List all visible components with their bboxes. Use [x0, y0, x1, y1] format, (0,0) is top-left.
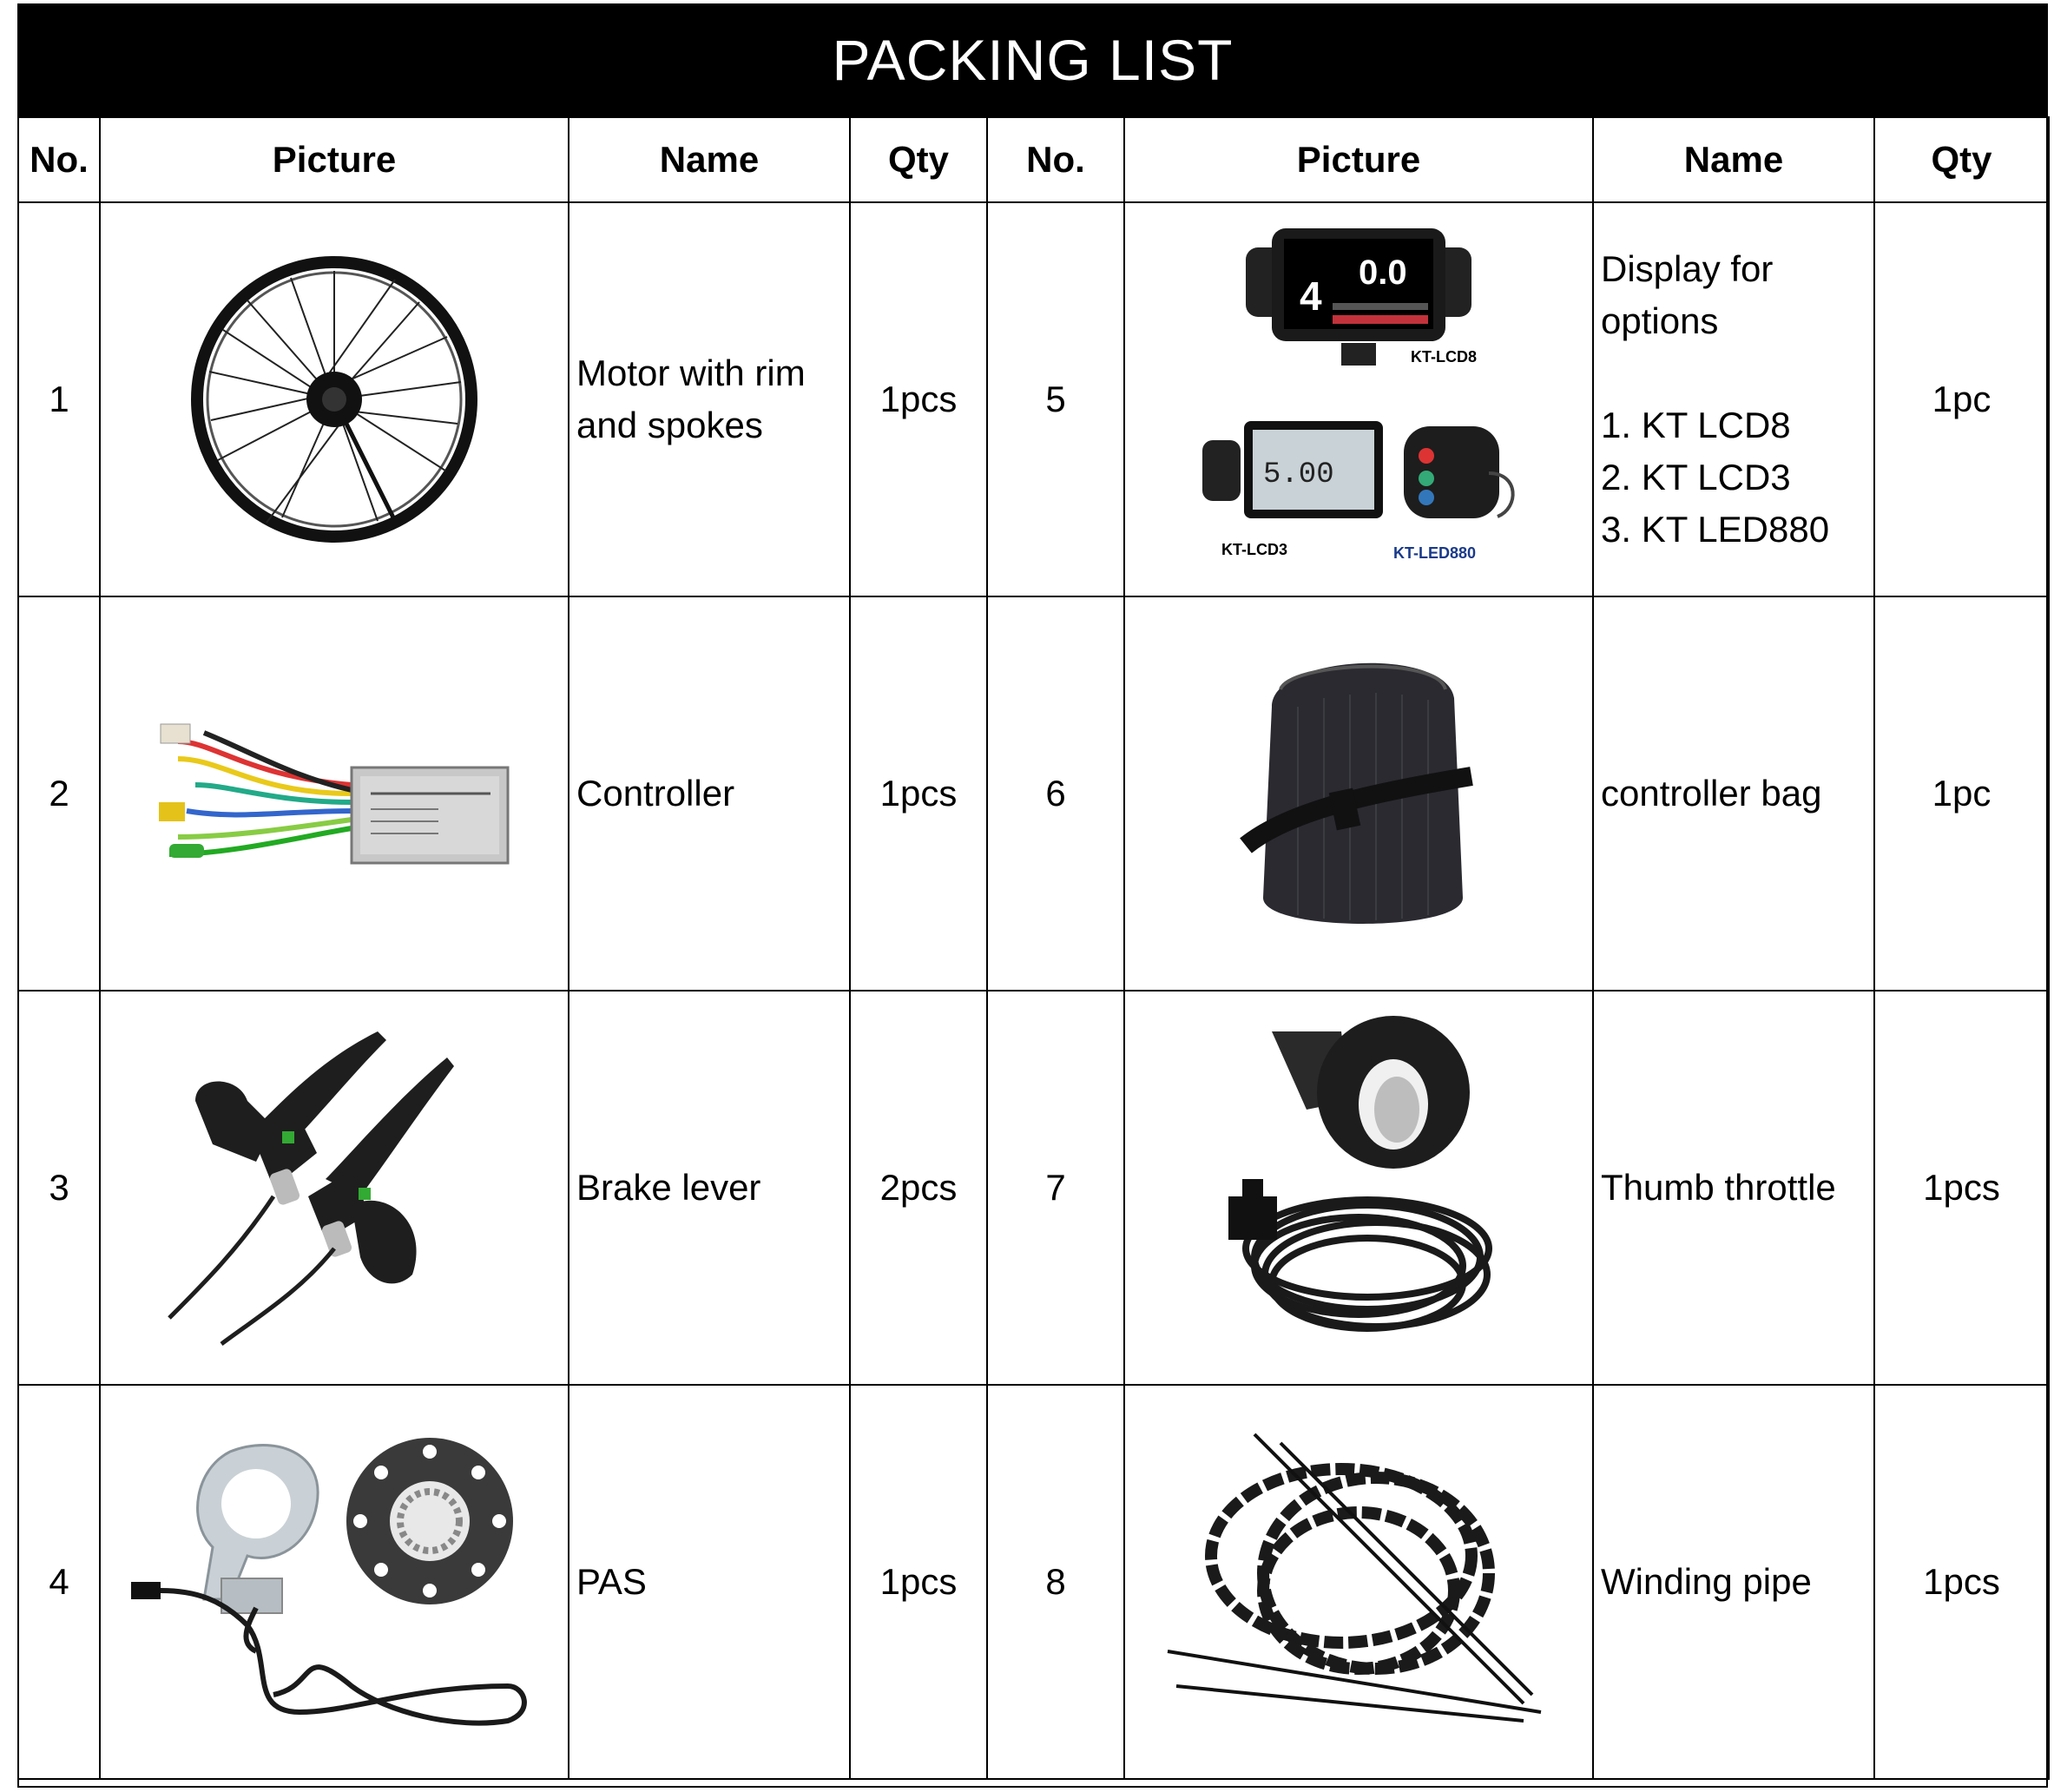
item-name: controller bag — [1593, 596, 1874, 991]
packing-table — [17, 116, 2050, 1780]
display-label-led880: KT-LED880 — [1393, 544, 1477, 562]
bag-icon — [1237, 637, 1480, 950]
table-row — [18, 202, 2049, 596]
item-number: 6 — [987, 596, 1124, 991]
item-number: 2 — [18, 596, 100, 991]
header-qty: Qty — [1874, 117, 2049, 202]
display-icon — [1176, 213, 1541, 586]
pas-sensor-icon — [126, 1426, 543, 1738]
header-picture: Picture — [1124, 117, 1593, 202]
item-picture — [1124, 202, 1593, 596]
table-row — [18, 596, 2049, 991]
item-name: Thumb throttle — [1593, 991, 1874, 1385]
item-number: 1 — [18, 202, 100, 596]
header-row — [18, 117, 2049, 202]
wheel-icon — [187, 226, 482, 573]
item-picture — [100, 991, 569, 1385]
item-number: 8 — [987, 1385, 1124, 1779]
item-qty: 1pcs — [850, 1385, 987, 1779]
svg-text:5.00: 5.00 — [1263, 458, 1334, 491]
table-row — [18, 1385, 2049, 1779]
header-picture: Picture — [100, 117, 569, 202]
header-qty: Qty — [850, 117, 987, 202]
item-qty: 1pc — [1874, 202, 2049, 596]
packing-list-sheet — [17, 3, 2048, 1788]
item-picture — [1124, 596, 1593, 991]
winding-pipe-icon — [1159, 1426, 1558, 1738]
header-name: Name — [1593, 117, 1874, 202]
header-name: Name — [569, 117, 850, 202]
svg-text:0.0: 0.0 — [1359, 254, 1407, 292]
item-number: 7 — [987, 991, 1124, 1385]
item-qty: 1pcs — [1874, 1385, 2049, 1779]
item-picture — [100, 596, 569, 991]
item-name: Controller — [569, 596, 850, 991]
item-number: 5 — [987, 202, 1124, 596]
item-picture — [1124, 991, 1593, 1385]
item-qty: 1pcs — [850, 596, 987, 991]
item-name: Motor with rim and spokes — [569, 202, 850, 596]
header-no: No. — [987, 117, 1124, 202]
item-picture — [100, 1385, 569, 1779]
item-number: 4 — [18, 1385, 100, 1779]
item-qty: 2pcs — [850, 991, 987, 1385]
item-name: Brake lever — [569, 991, 850, 1385]
controller-icon — [143, 707, 525, 880]
svg-text:4: 4 — [1300, 273, 1322, 319]
title-bar — [17, 3, 2048, 116]
display-label-lcd8: KT-LCD8 — [1411, 348, 1477, 366]
header-no: No. — [18, 117, 100, 202]
display-label-lcd3: KT-LCD3 — [1221, 541, 1287, 558]
item-qty: 1pc — [1874, 596, 2049, 991]
thumb-throttle-icon — [1211, 1014, 1506, 1361]
item-picture — [1124, 1385, 1593, 1779]
item-name: Display for options 1. KT LCD8 2. KT LCD3 3. KT LED880 — [1593, 202, 1874, 596]
item-number: 3 — [18, 991, 100, 1385]
item-name: PAS — [569, 1385, 850, 1779]
item-picture — [100, 202, 569, 596]
brake-lever-icon — [152, 1023, 517, 1353]
item-qty: 1pcs — [1874, 991, 2049, 1385]
page-title: PACKING LIST — [832, 28, 1234, 92]
item-qty: 1pcs — [850, 202, 987, 596]
table-row — [18, 991, 2049, 1385]
item-name: Winding pipe — [1593, 1385, 1874, 1779]
